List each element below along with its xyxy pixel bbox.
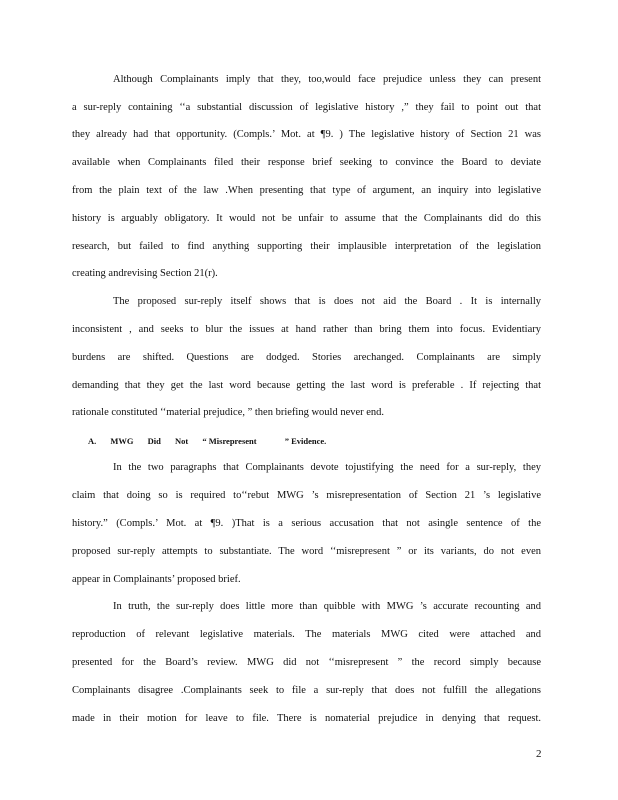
text-line: rationale constituted ‘‘material prejudice, ” then briefing would never end. bbox=[72, 407, 385, 418]
text-line: claim that doing so is required to‘‘rebut MWG ’s misrepresentation of Section 21 ’s legislative bbox=[72, 490, 541, 501]
text-line: demanding that they get the last word because getting the last word is preferable . If rejecting that bbox=[72, 380, 541, 391]
heading-label: A. bbox=[88, 436, 97, 446]
heading-word: ” Evidence. bbox=[284, 436, 327, 446]
text-line: creating andrevising Section 21(r). bbox=[72, 268, 218, 279]
text-line: inconsistent , and seeks to blur the issues at hand rather than bring them into focus. Evidentiary bbox=[72, 324, 541, 335]
text-line: Although Complainants imply that they, too,would face prejudice unless they can present bbox=[113, 74, 541, 85]
text-line: The proposed sur-reply itself shows that is does not aid the Board . It is internally bbox=[113, 296, 541, 307]
page-number: 2 bbox=[536, 748, 542, 760]
text-line: reproduction of relevant legislative materials. The materials MWG cited were attached and bbox=[72, 629, 541, 640]
text-line: In truth, the sur-reply does little more than quibble with MWG ’s accurate recounting and bbox=[113, 601, 541, 612]
text-line: presented for the Board’s review. MWG did not ‘‘misrepresent ” the record simply because bbox=[72, 657, 541, 668]
text-line: they already had that opportunity. (Compls.’ Mot. at ¶9. ) The legislative history of Section 21 was bbox=[72, 129, 541, 140]
text-line: appear in Complainants’ proposed brief. bbox=[72, 574, 241, 585]
heading-word: “ Misrepresent bbox=[202, 436, 257, 446]
section-heading bbox=[88, 435, 338, 447]
text-line: a sur-reply containing ‘‘a substantial discussion of legislative history ,” they fail to point out that bbox=[72, 102, 541, 113]
text-line: history is arguably obligatory. It would not be unfair to assume that the Complainants did do this bbox=[72, 213, 541, 224]
text-line: Complainants disagree .Complainants seek to file a sur-reply that does not fulfill the allegations bbox=[72, 685, 541, 696]
text-line: burdens are shifted. Questions are dodged. Stories arechanged. Complainants are simply bbox=[72, 352, 541, 363]
text-line: research, but failed to find anything supporting their implausible interpretation of the legislation bbox=[72, 241, 541, 252]
heading-word: Did bbox=[147, 436, 161, 446]
text-line: proposed sur-reply attempts to substantiate. The word ‘‘misrepresent ” or its variants, do not even bbox=[72, 546, 541, 557]
text-line: available when Complainants filed their response brief seeking to convince the Board to deviate bbox=[72, 157, 541, 168]
heading-word: Not bbox=[175, 436, 189, 446]
text-line: In the two paragraphs that Complainants devote tojustifying the need for a sur-reply, they bbox=[113, 462, 541, 473]
text-line: history.” (Compls.’ Mot. at ¶9. )That is a serious accusation that not asingle sentence of the bbox=[72, 518, 541, 529]
text-line: from the plain text of the law .When presenting that type of argument, an inquiry into legislative bbox=[72, 185, 541, 196]
heading-word: MWG bbox=[110, 436, 134, 446]
text-line: made in their motion for leave to file. There is nomaterial prejudice in denying that request. bbox=[72, 713, 541, 724]
